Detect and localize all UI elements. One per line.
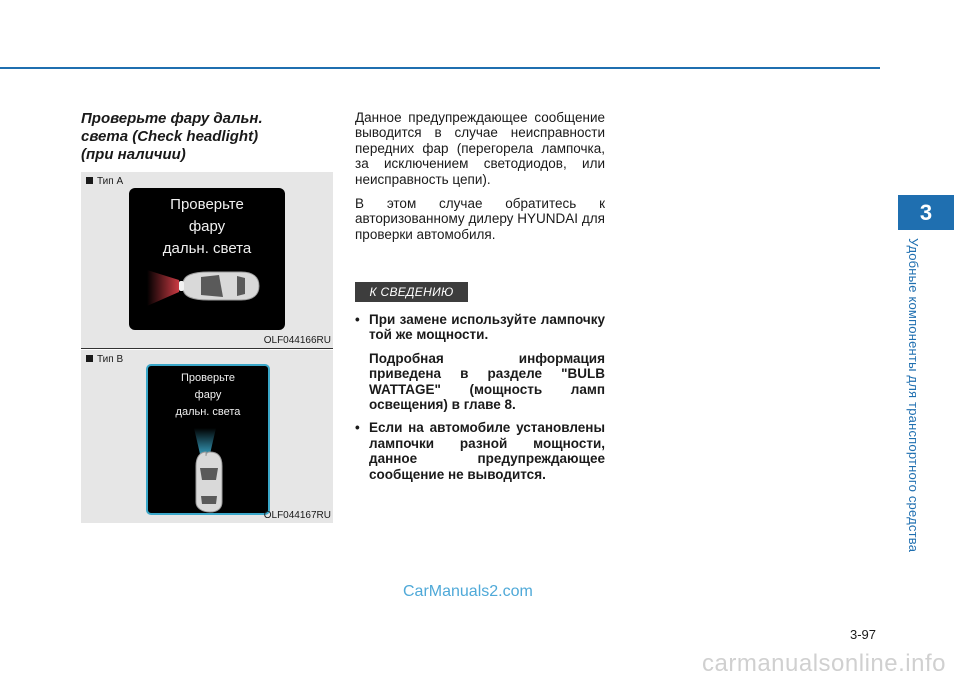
bullet-text: Если на автомобиле установлены лампочки разной мощности, данное предупреждающее сообщение не выводится. xyxy=(369,420,605,482)
watermark-link[interactable]: CarManuals2.com xyxy=(403,583,533,600)
bullet-item xyxy=(355,312,605,412)
heading-line: света (Check headlight) xyxy=(81,128,259,145)
figure-divider xyxy=(81,348,333,349)
cluster-display-b xyxy=(146,364,270,515)
car-headlight-icon xyxy=(129,188,285,330)
display-message: Проверьте фару дальн. света xyxy=(175,372,241,418)
section-heading xyxy=(81,110,331,164)
heading-line: (при наличии) xyxy=(81,146,186,163)
heading-line: Проверьте фару дальн. xyxy=(81,110,263,127)
chapter-tab xyxy=(898,195,954,230)
bullet-icon: • xyxy=(355,420,360,436)
top-rule xyxy=(0,67,880,69)
body-text xyxy=(355,110,605,242)
figure-code: OLF044167RU xyxy=(263,510,331,521)
display-message: Проверьте фару дальн. света xyxy=(162,196,252,257)
square-bullet-icon xyxy=(86,177,93,184)
figure-type-b xyxy=(81,350,333,523)
chapter-number: 3 xyxy=(919,199,933,225)
bullet-icon: • xyxy=(355,312,360,327)
body-paragraph: В этом случае обратитесь к авторизованному дилеру HYUNDAI для проверки автомобиля. xyxy=(355,196,605,242)
square-bullet-icon xyxy=(86,355,93,362)
bullet-text: Подробная информация приведена в разделе "BULB WATTAGE" (мощность ламп освещения) в главе 8. xyxy=(369,350,605,413)
info-badge: К СВЕДЕНИЮ xyxy=(355,282,468,302)
info-bullets xyxy=(355,312,605,482)
car-headlight-icon xyxy=(148,366,268,513)
bullet-item xyxy=(355,420,605,482)
body-paragraph: Данное предупреждающее сообщение выводится в случае неисправности передних фар (перегорела лампочка, за исключением светодиодов, или неисправность цепи). xyxy=(355,110,605,187)
figure-type-label: Тип A xyxy=(86,176,123,187)
site-watermark: carmanualsonline.info xyxy=(702,650,946,677)
figure-code: OLF044166RU xyxy=(263,335,331,346)
bullet-text: При замене используйте лампочку той же мощности. xyxy=(369,312,605,343)
figure-type-label: Тип B xyxy=(86,354,123,365)
figure-type-a xyxy=(81,172,333,348)
page-number: 3-97 xyxy=(850,627,877,642)
chapter-title: Удобные компоненты для транспортного средства xyxy=(906,238,921,553)
cluster-display-a xyxy=(129,188,285,330)
